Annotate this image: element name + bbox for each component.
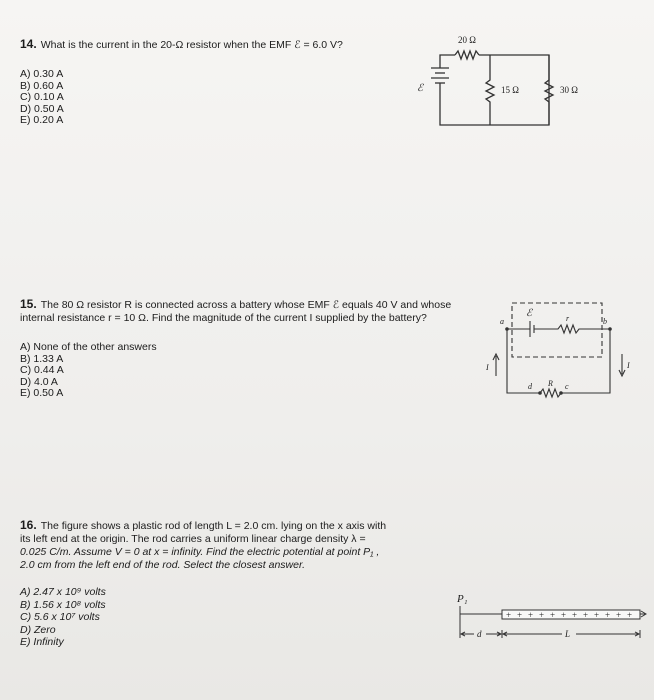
charge-plus: + [561, 610, 567, 620]
option-a[interactable]: A) None of the other answers [20, 341, 157, 353]
circuit-diagram-14 [405, 25, 605, 135]
question-15-text: 15. The 80 Ω resistor R is connected across a battery whose EMF ℰ equals 40 V and whose internal resistance r = 10 Ω. Find the magnitude of the current I supplied by the battery? [20, 297, 452, 324]
label-d: d [528, 382, 532, 391]
option-c[interactable]: C) 5.6 x 10⁷ volts [20, 611, 100, 623]
question-16-text: 16. The figure shows a plastic rod of length L = 2.0 cm. lying on the x axis with its left end at the origin. The rod carries a uniform linear charge density λ = 0.025 C/m. Assume V = 0 at x = infinity. Find the electric potential at point P₁ , 2.0 cm from the left end of the rod. Select the closest answer. [20, 518, 387, 571]
label-c: c [565, 382, 569, 391]
charge-plus: + [605, 610, 611, 620]
charge-plus: + [627, 610, 633, 620]
charge-plus: + [539, 610, 545, 620]
charge-plus: + [528, 610, 534, 620]
charge-plus: + [506, 610, 512, 620]
label-current-left: I [486, 363, 489, 372]
option-d[interactable]: D) Zero [20, 623, 56, 636]
charge-plus: + [550, 610, 556, 620]
label-current-right: I [627, 361, 630, 370]
option-d[interactable]: D) 4.0 A [20, 375, 58, 388]
label-r: r [566, 314, 570, 323]
question-14-text: 14. What is the current in the 20-Ω resistor when the EMF ℰ = 6.0 V? [20, 37, 343, 51]
label-a: a [500, 317, 504, 326]
option-c[interactable]: C) 0.10 A [20, 91, 64, 103]
option-e[interactable]: E) 0.50 A [20, 387, 64, 399]
charge-plus: + [594, 610, 600, 620]
question-15 [20, 298, 460, 400]
option-b[interactable]: B) 1.56 x 10⁸ volts [20, 598, 106, 611]
charge-plus: + [517, 610, 523, 620]
option-b[interactable]: B) 1.33 A [20, 352, 64, 365]
label-30-ohm: 30 Ω [560, 85, 578, 95]
question-16-options [20, 586, 450, 649]
option-c[interactable]: C) 0.44 A [20, 364, 64, 376]
question-16 [20, 519, 450, 649]
option-e[interactable]: E) 0.20 A [20, 114, 64, 126]
charge-plus: + [583, 610, 589, 620]
rod-diagram-16 [450, 590, 650, 650]
option-e[interactable]: E) Infinity [20, 636, 64, 648]
question-14-number: 14. [20, 37, 37, 51]
question-15-options [20, 342, 460, 400]
label-15-ohm: 15 Ω [501, 85, 519, 95]
label-20-ohm: 20 Ω [458, 35, 476, 45]
label-length-L: L [565, 629, 571, 639]
label-distance-d: d [477, 629, 482, 639]
option-a[interactable]: A) 0.30 A [20, 68, 64, 80]
question-15-number: 15. [20, 297, 37, 311]
label-emf-15: ℰ [526, 308, 533, 319]
question-14-options [20, 69, 420, 127]
charge-plus: + [572, 610, 578, 620]
option-b[interactable]: B) 0.60 A [20, 79, 64, 92]
label-R: R [548, 379, 553, 388]
label-point-p1: P₁ [457, 593, 468, 605]
label-b: b [603, 317, 607, 326]
circuit-diagram-15 [470, 296, 645, 406]
option-a[interactable]: A) 2.47 x 10⁹ volts [20, 586, 106, 598]
question-16-number: 16. [20, 518, 37, 532]
option-d[interactable]: D) 0.50 A [20, 102, 64, 115]
charge-plus: + [616, 610, 622, 620]
question-14 [20, 38, 420, 127]
label-emf-14: ℰ [417, 83, 424, 94]
